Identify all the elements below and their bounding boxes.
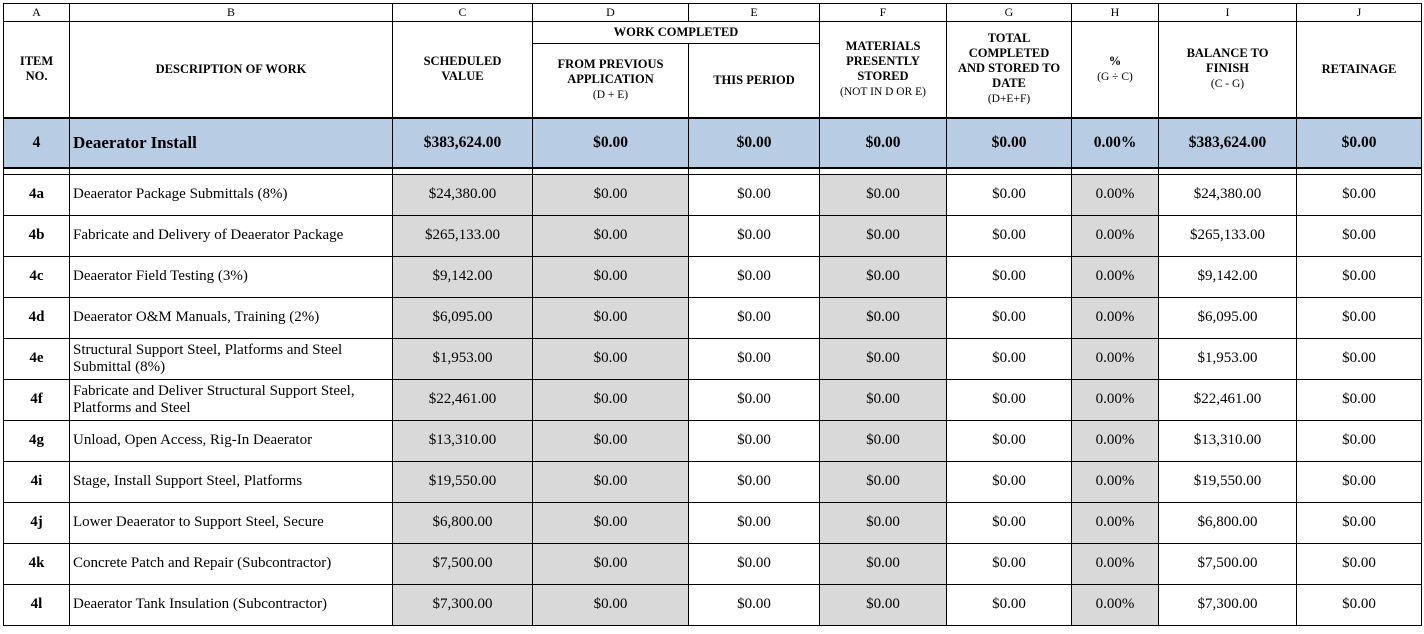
- item-number: 4k: [4, 543, 70, 584]
- header-balance-line2: FINISH: [1205, 61, 1250, 76]
- work-description: Structural Support Steel, Platforms and Steel Submittal (8%): [70, 338, 393, 379]
- percent-complete: 0.00%: [1072, 543, 1159, 584]
- this-period: $0.00: [689, 297, 820, 338]
- line-items: [4, 174, 1422, 625]
- retainage: $0.00: [1297, 297, 1422, 338]
- materials-stored: $0.00: [820, 174, 947, 215]
- table-row: [4, 215, 1422, 256]
- summary-description: Deaerator Install: [70, 118, 393, 168]
- retainage: $0.00: [1297, 502, 1422, 543]
- table-row: [4, 256, 1422, 297]
- retainage: $0.00: [1297, 379, 1422, 420]
- table-row: [4, 543, 1422, 584]
- this-period: $0.00: [689, 584, 820, 625]
- total-completed: $0.00: [947, 256, 1072, 297]
- percent-complete: 0.00%: [1072, 461, 1159, 502]
- header-materials-note: (NOT IN D OR E): [839, 85, 927, 98]
- scheduled-value: $6,095.00: [393, 297, 533, 338]
- col-letter-j: J: [1297, 4, 1422, 22]
- header-materials-line2: PRESENTLY: [846, 53, 920, 68]
- summary-percent: 0.00%: [1072, 118, 1159, 168]
- header-scheduled-line2: VALUE: [441, 69, 484, 84]
- column-letter-row: [4, 4, 1422, 22]
- balance-to-finish: $19,550.00: [1159, 461, 1297, 502]
- scheduled-value: $7,500.00: [393, 543, 533, 584]
- this-period: $0.00: [689, 174, 820, 215]
- scheduled-value: $22,461.00: [393, 379, 533, 420]
- header-item-no: [4, 22, 70, 118]
- percent-complete: 0.00%: [1072, 379, 1159, 420]
- retainage: $0.00: [1297, 543, 1422, 584]
- this-period: $0.00: [689, 502, 820, 543]
- table-row: [4, 297, 1422, 338]
- table-row: [4, 584, 1422, 625]
- balance-to-finish: $1,953.00: [1159, 338, 1297, 379]
- header-total-completed: [947, 22, 1072, 118]
- total-completed: $0.00: [947, 502, 1072, 543]
- header-percent: [1072, 22, 1159, 118]
- retainage: $0.00: [1297, 174, 1422, 215]
- col-letter-a: A: [4, 4, 70, 22]
- total-completed: $0.00: [947, 297, 1072, 338]
- col-letter-d: D: [533, 4, 689, 22]
- item-number: 4b: [4, 215, 70, 256]
- work-description: Concrete Patch and Repair (Subcontractor): [70, 543, 393, 584]
- this-period: $0.00: [689, 215, 820, 256]
- materials-stored: $0.00: [820, 420, 947, 461]
- summary-retainage: $0.00: [1297, 118, 1422, 168]
- materials-stored: $0.00: [820, 338, 947, 379]
- summary-scheduled: $383,624.00: [393, 118, 533, 168]
- materials-stored: $0.00: [820, 584, 947, 625]
- this-period: $0.00: [689, 420, 820, 461]
- col-letter-h: H: [1072, 4, 1159, 22]
- header-scheduled-line1: SCHEDULED: [423, 54, 502, 69]
- work-description: Fabricate and Deliver Structural Support Steel, Platforms and Steel: [70, 379, 393, 420]
- header-balance: [1159, 22, 1297, 118]
- header-retainage: RETAINAGE: [1297, 22, 1422, 118]
- schedule-of-values-table: [3, 3, 1422, 626]
- balance-to-finish: $265,133.00: [1159, 215, 1297, 256]
- header-previous-formula: (D + E): [592, 89, 629, 102]
- scheduled-value: $9,142.00: [393, 256, 533, 297]
- scheduled-value: $1,953.00: [393, 338, 533, 379]
- total-completed: $0.00: [947, 215, 1072, 256]
- header-row-1: [4, 22, 1422, 44]
- table-row: [4, 338, 1422, 379]
- previous-application: $0.00: [533, 502, 689, 543]
- summary-this-period: $0.00: [689, 118, 820, 168]
- retainage: $0.00: [1297, 461, 1422, 502]
- materials-stored: $0.00: [820, 543, 947, 584]
- item-number: 4e: [4, 338, 70, 379]
- item-number: 4c: [4, 256, 70, 297]
- total-completed: $0.00: [947, 379, 1072, 420]
- summary-row: [4, 118, 1422, 168]
- table-row: [4, 379, 1422, 420]
- header-total-line3: AND STORED TO: [957, 61, 1061, 76]
- work-description: Unload, Open Access, Rig-In Deaerator: [70, 420, 393, 461]
- summary-balance: $383,624.00: [1159, 118, 1297, 168]
- this-period: $0.00: [689, 379, 820, 420]
- previous-application: $0.00: [533, 543, 689, 584]
- header-scheduled-value: [393, 22, 533, 118]
- header-balance-formula: (C - G): [1210, 78, 1245, 91]
- summary-materials: $0.00: [820, 118, 947, 168]
- table-row: [4, 502, 1422, 543]
- work-description: Deaerator Field Testing (3%): [70, 256, 393, 297]
- header-total-formula: (D+E+F): [987, 93, 1031, 106]
- percent-complete: 0.00%: [1072, 584, 1159, 625]
- header-materials-line1: MATERIALS: [845, 38, 921, 53]
- previous-application: $0.00: [533, 174, 689, 215]
- header-description: DESCRIPTION OF WORK: [70, 22, 393, 118]
- work-description: Deaerator Package Submittals (8%): [70, 174, 393, 215]
- percent-complete: 0.00%: [1072, 502, 1159, 543]
- retainage: $0.00: [1297, 584, 1422, 625]
- balance-to-finish: $9,142.00: [1159, 256, 1297, 297]
- previous-application: $0.00: [533, 215, 689, 256]
- materials-stored: $0.00: [820, 215, 947, 256]
- previous-application: $0.00: [533, 379, 689, 420]
- scheduled-value: $7,300.00: [393, 584, 533, 625]
- scheduled-value: $13,310.00: [393, 420, 533, 461]
- previous-application: $0.00: [533, 297, 689, 338]
- summary-item: 4: [4, 118, 70, 168]
- header-percent-symbol: %: [1108, 53, 1122, 68]
- table-row: [4, 174, 1422, 215]
- item-number: 4i: [4, 461, 70, 502]
- header-total-line2: COMPLETED: [968, 46, 1050, 61]
- balance-to-finish: $13,310.00: [1159, 420, 1297, 461]
- previous-application: $0.00: [533, 584, 689, 625]
- header-balance-line1: BALANCE TO: [1186, 46, 1269, 61]
- work-description: Fabricate and Delivery of Deaerator Package: [70, 215, 393, 256]
- header-from-previous: [533, 44, 689, 118]
- work-description: Deaerator O&M Manuals, Training (2%): [70, 297, 393, 338]
- total-completed: $0.00: [947, 461, 1072, 502]
- header-previous-line2: APPLICATION: [567, 72, 654, 87]
- header-this-period: THIS PERIOD: [689, 44, 820, 118]
- total-completed: $0.00: [947, 420, 1072, 461]
- retainage: $0.00: [1297, 338, 1422, 379]
- balance-to-finish: $6,800.00: [1159, 502, 1297, 543]
- work-description: Lower Deaerator to Support Steel, Secure: [70, 502, 393, 543]
- previous-application: $0.00: [533, 338, 689, 379]
- percent-complete: 0.00%: [1072, 297, 1159, 338]
- total-completed: $0.00: [947, 338, 1072, 379]
- work-description: Deaerator Tank Insulation (Subcontractor): [70, 584, 393, 625]
- total-completed: $0.00: [947, 174, 1072, 215]
- summary-total: $0.00: [947, 118, 1072, 168]
- materials-stored: $0.00: [820, 502, 947, 543]
- col-letter-e: E: [689, 4, 820, 22]
- this-period: $0.00: [689, 256, 820, 297]
- this-period: $0.00: [689, 461, 820, 502]
- balance-to-finish: $7,500.00: [1159, 543, 1297, 584]
- this-period: $0.00: [689, 543, 820, 584]
- table-row: [4, 420, 1422, 461]
- retainage: $0.00: [1297, 256, 1422, 297]
- col-letter-c: C: [393, 4, 533, 22]
- item-number: 4d: [4, 297, 70, 338]
- materials-stored: $0.00: [820, 461, 947, 502]
- col-letter-b: B: [70, 4, 393, 22]
- percent-complete: 0.00%: [1072, 256, 1159, 297]
- balance-to-finish: $6,095.00: [1159, 297, 1297, 338]
- summary-previous: $0.00: [533, 118, 689, 168]
- total-completed: $0.00: [947, 584, 1072, 625]
- materials-stored: $0.00: [820, 256, 947, 297]
- total-completed: $0.00: [947, 543, 1072, 584]
- previous-application: $0.00: [533, 256, 689, 297]
- col-letter-g: G: [947, 4, 1072, 22]
- item-number: 4g: [4, 420, 70, 461]
- header-previous-line1: FROM PREVIOUS: [557, 57, 664, 72]
- header-item-no-line2: NO.: [25, 69, 48, 84]
- percent-complete: 0.00%: [1072, 174, 1159, 215]
- scheduled-value: $19,550.00: [393, 461, 533, 502]
- header-total-line4: DATE: [992, 76, 1026, 91]
- header-materials-line3: STORED: [857, 68, 909, 83]
- balance-to-finish: $24,380.00: [1159, 174, 1297, 215]
- table-row: [4, 461, 1422, 502]
- header-total-line1: TOTAL: [987, 31, 1031, 46]
- scheduled-value: $6,800.00: [393, 502, 533, 543]
- scheduled-value: $265,133.00: [393, 215, 533, 256]
- header-item-no-line1: ITEM: [19, 54, 54, 69]
- previous-application: $0.00: [533, 420, 689, 461]
- col-letter-i: I: [1159, 4, 1297, 22]
- item-number: 4l: [4, 584, 70, 625]
- item-number: 4j: [4, 502, 70, 543]
- previous-application: $0.00: [533, 461, 689, 502]
- retainage: $0.00: [1297, 420, 1422, 461]
- percent-complete: 0.00%: [1072, 420, 1159, 461]
- percent-complete: 0.00%: [1072, 338, 1159, 379]
- item-number: 4f: [4, 379, 70, 420]
- retainage: $0.00: [1297, 215, 1422, 256]
- materials-stored: $0.00: [820, 379, 947, 420]
- balance-to-finish: $22,461.00: [1159, 379, 1297, 420]
- this-period: $0.00: [689, 338, 820, 379]
- work-description: Stage, Install Support Steel, Platforms: [70, 461, 393, 502]
- materials-stored: $0.00: [820, 297, 947, 338]
- item-number: 4a: [4, 174, 70, 215]
- header-work-completed: WORK COMPLETED: [533, 22, 820, 44]
- percent-complete: 0.00%: [1072, 215, 1159, 256]
- header-materials: [820, 22, 947, 118]
- col-letter-f: F: [820, 4, 947, 22]
- scheduled-value: $24,380.00: [393, 174, 533, 215]
- header-percent-formula: (G ÷ C): [1097, 70, 1133, 83]
- balance-to-finish: $7,300.00: [1159, 584, 1297, 625]
